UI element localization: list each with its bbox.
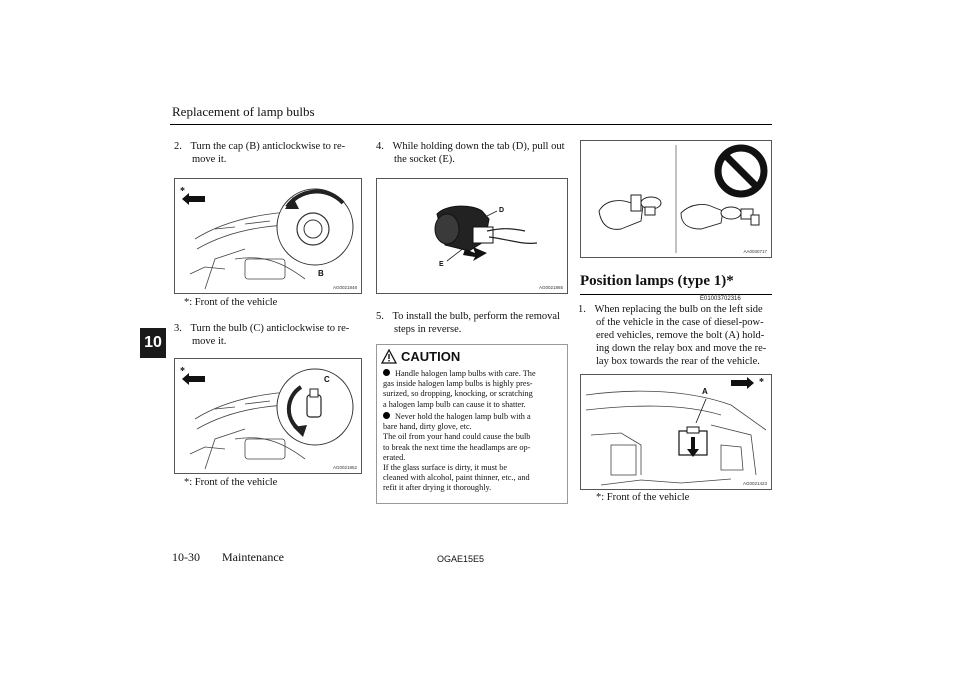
step-number: 5. <box>376 311 384 322</box>
section-code: E01003702316 <box>700 296 741 302</box>
caution-item-handle <box>383 369 561 410</box>
doc-code: OGAE15E5 <box>437 554 485 564</box>
caption-front-vehicle: *: Front of the vehicle <box>184 477 278 488</box>
caution-text-line: If the glass surface is dirty, it must be <box>383 463 508 473</box>
label-c: C <box>324 375 330 384</box>
section-rule <box>580 294 772 295</box>
section-title: Position lamps (type 1)* <box>580 273 734 289</box>
bullet-icon <box>383 369 390 376</box>
header-rule <box>170 124 772 125</box>
step-text-line: move it. <box>192 336 227 347</box>
label-b: B <box>318 269 324 278</box>
figure-bulb-removal <box>174 358 362 474</box>
step-text-line: of the vehicle in the case of diesel-pow- <box>596 317 764 328</box>
caution-text-line: erated. <box>383 452 406 462</box>
step-5 <box>376 310 566 336</box>
figure-socket-removal <box>376 178 568 294</box>
step-number: 1. <box>578 304 586 315</box>
step-text-line: Turn the cap (B) anticlockwise to re- <box>190 141 346 152</box>
figure-code: AG0021848 <box>332 285 357 290</box>
step-text-line: To install the bulb, perform the removal <box>392 311 560 322</box>
caption-front-vehicle: *: Front of the vehicle <box>184 297 278 308</box>
relay-box-illustration <box>581 375 771 489</box>
caution-text-line: gas inside halogen lamp bulbs is highly pres- <box>383 379 533 389</box>
page-header-title: Replacement of lamp bulbs <box>172 104 315 119</box>
chapter-tab: 10 <box>140 328 166 358</box>
socket-removal-illustration <box>377 179 567 293</box>
step-4 <box>376 140 566 166</box>
caution-text-line: to break the next time the headlamps are op- <box>383 442 531 452</box>
figure-cap-removal <box>174 178 362 294</box>
caution-text-line: surized, so dropping, knocking, or scratching <box>383 389 533 399</box>
figure-code: AG0021865 <box>538 285 563 290</box>
caution-text-line: refit it after drying it thoroughly. <box>383 483 492 493</box>
caution-text-line: cleaned with alcohol, paint thinner, etc., and <box>383 473 530 483</box>
caution-text-line: bare hand, dirty glove, etc. <box>383 422 472 432</box>
step-text-line: When replacing the bulb on the left side <box>594 304 763 315</box>
bulb-removal-illustration <box>175 359 361 473</box>
step-number: 3. <box>174 323 182 334</box>
figure-bulb-handling <box>580 140 772 258</box>
label-d: D <box>499 207 505 214</box>
step-2 <box>174 140 364 166</box>
step-text-line: ing down the relay box and move the re- <box>596 343 767 354</box>
caution-text-line: a halogen lamp bulb can cause it to shatter. <box>383 399 526 409</box>
step-number: 4. <box>376 141 384 152</box>
caution-text-line: Never hold the halogen lamp bulb with a <box>395 412 531 421</box>
caption-front-vehicle: *: Front of the vehicle <box>596 492 690 503</box>
figure-code: AA0030717 <box>743 249 767 254</box>
step-text-line: steps in reverse. <box>394 324 462 335</box>
step-text-line: While holding down the tab (D), pull out <box>392 141 565 152</box>
front-asterisk: * <box>180 366 185 377</box>
front-asterisk: * <box>759 377 764 388</box>
front-asterisk: * <box>180 186 185 197</box>
footer-section: Maintenance <box>222 550 284 564</box>
step-number: 2. <box>174 141 182 152</box>
figure-relay-box <box>580 374 772 490</box>
step-text-line: the socket (E). <box>394 154 455 165</box>
step-3 <box>174 322 364 348</box>
caution-item-never-hold <box>383 412 561 494</box>
bullet-icon <box>383 412 390 419</box>
step-text-line: ered vehicles, remove the bolt (A) hold- <box>596 330 765 341</box>
step-text-line: lay box towards the rear of the vehicle. <box>596 356 760 367</box>
warning-triangle-icon <box>381 349 397 364</box>
cap-removal-illustration <box>175 179 361 293</box>
figure-code: AG0021852 <box>332 465 357 470</box>
label-e: E <box>439 261 444 268</box>
page-number: 10-30 <box>172 550 200 564</box>
label-a: A <box>702 387 708 396</box>
step-text-line: move it. <box>192 154 227 165</box>
caution-text-line: Handle halogen lamp bulbs with care. The <box>395 369 536 378</box>
caution-text-line: The oil from your hand could cause the bulb <box>383 432 531 442</box>
step-text-line: Turn the bulb (C) anticlockwise to re- <box>190 323 350 334</box>
caution-header <box>381 348 563 366</box>
step-1 <box>578 303 770 368</box>
caution-title: CAUTION <box>401 349 461 364</box>
caution-box <box>376 344 568 504</box>
bulb-handling-illustration <box>581 141 771 257</box>
figure-code: AG0021423 <box>742 481 767 486</box>
